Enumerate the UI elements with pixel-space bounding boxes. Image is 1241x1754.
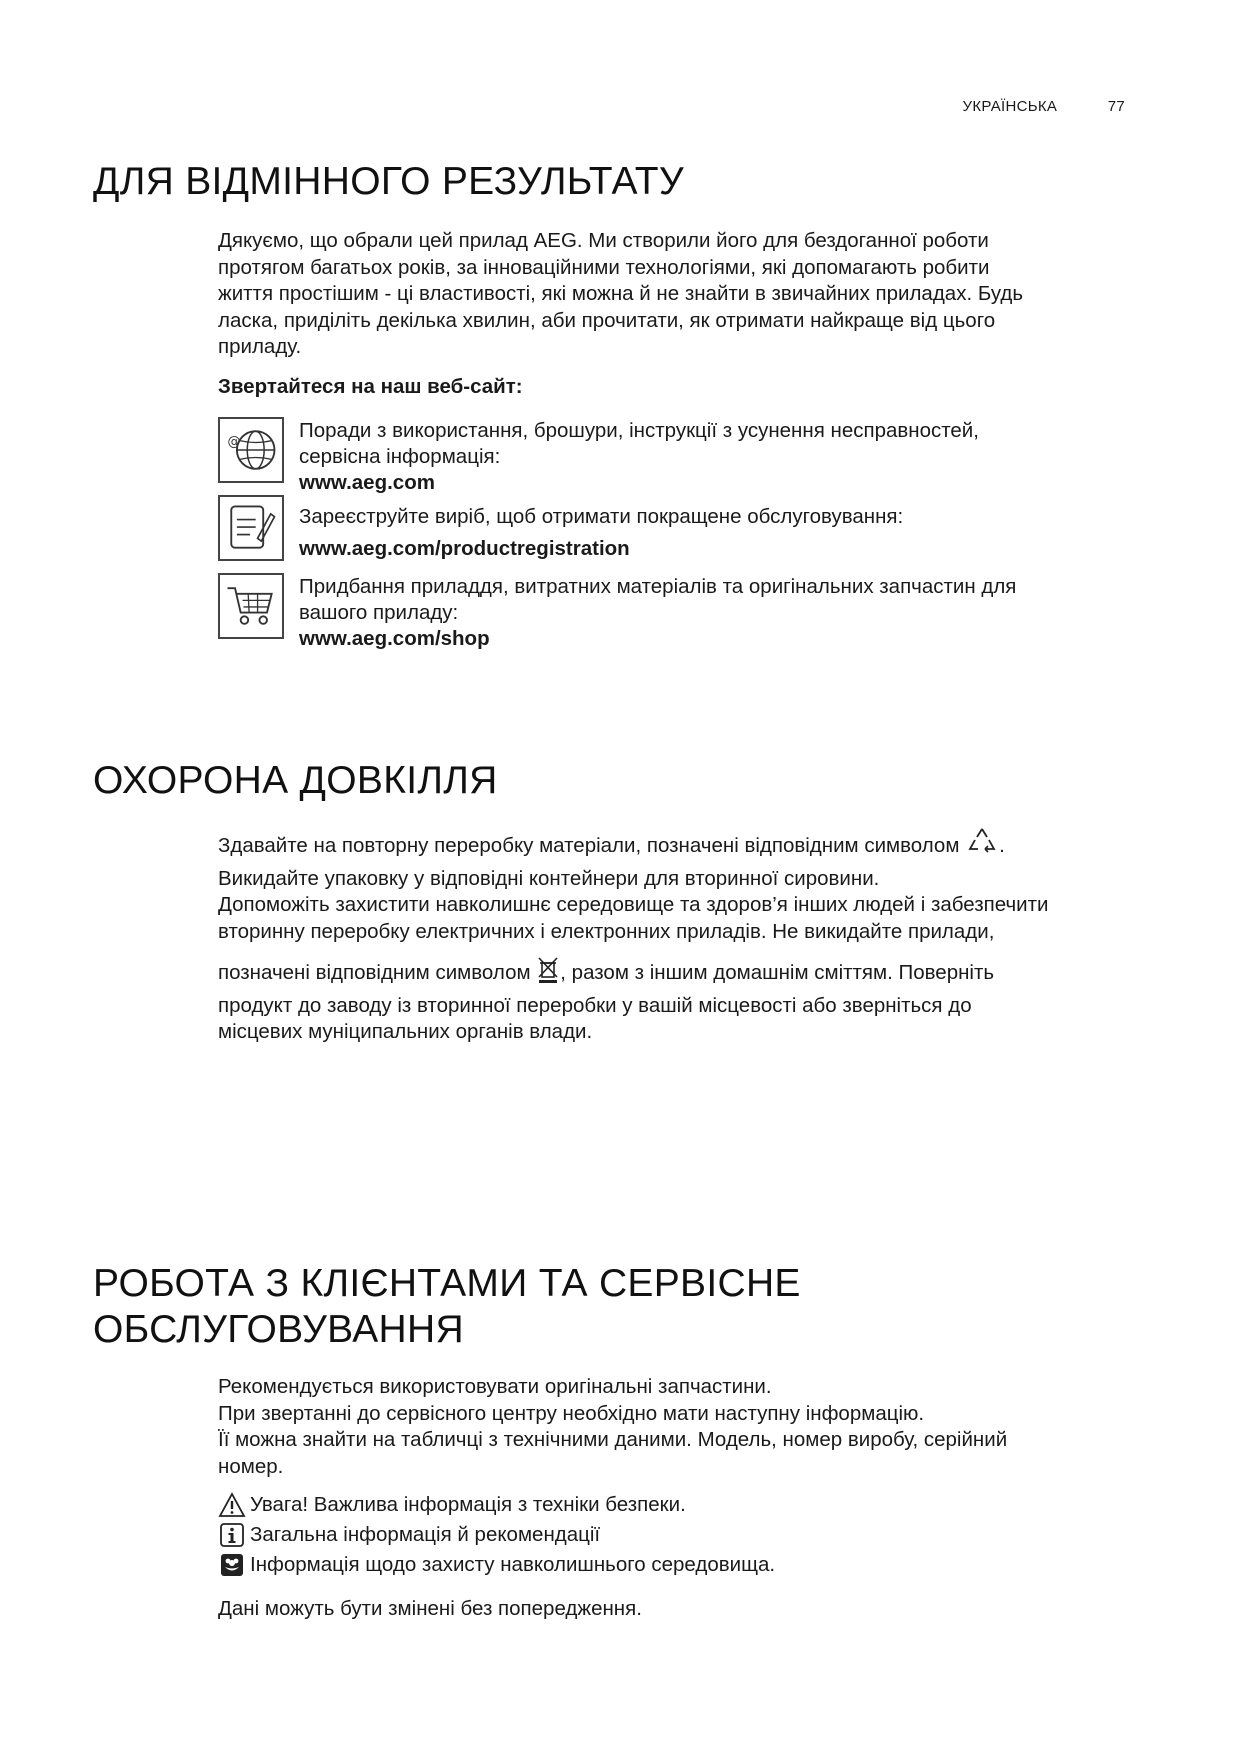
intro-line: Дякуємо, що обрали цей прилад AEG. Ми створили його для бездоганної роботи xyxy=(218,229,989,252)
legend-info xyxy=(218,1522,600,1548)
intro-line: протягом багатьох років, за інноваційними технологіями, які допомагають робити xyxy=(218,255,990,279)
environment-line: Здавайте на повторну переробку матеріали, позначені відповідним символом . xyxy=(218,826,1138,866)
environment-line: Допоможіть захистити навколишнє середовище та здоров’я інших людей і забезпечити xyxy=(218,893,1049,916)
legend-text: Інформація щодо захисту навколишнього середовища. xyxy=(250,1553,776,1576)
link-product-registration[interactable]: www.aeg.com/productregistration xyxy=(299,537,630,560)
crossed-bin-icon xyxy=(536,955,560,993)
legend-text: Загальна інформація й рекомендації xyxy=(250,1523,601,1546)
environment-line: Викидайте упаковку у відповідні контейнери для вторинної сировини. xyxy=(218,866,880,890)
legend-environment xyxy=(218,1552,775,1578)
environment-line: продукт до заводу із вторинної переробки у вашій місцевості або зверніться до xyxy=(218,993,972,1017)
info-icon xyxy=(218,1522,246,1548)
section-title-customer-care: РОБОТА З КЛІЄНТАМИ ТА СЕРВІСНЕ ОБСЛУГОВУВАННЯ xyxy=(93,1262,801,1351)
intro-line: життя простішим - ці властивості, які можна й не знайти в звичайних приладах. Будь xyxy=(218,282,1024,305)
page-number: 77 xyxy=(1107,98,1125,115)
website-heading: Звертайтеся на наш веб-сайт: xyxy=(218,375,523,398)
service-line: номер. xyxy=(218,1454,284,1478)
language-label: УКРАЇНСЬКА xyxy=(962,98,1058,115)
web-item-text: Придбання приладдя, витратних матеріалів та оригінальних запчастин для xyxy=(299,575,1017,598)
link-aeg-com[interactable]: www.aeg.com xyxy=(299,471,435,494)
web-item-text: Зареєструйте виріб, щоб отримати покращене обслуговування: xyxy=(299,505,904,528)
shopping-cart-icon xyxy=(218,573,284,639)
service-paragraph xyxy=(218,1374,1138,1480)
registration-form-icon xyxy=(218,495,284,561)
page-header xyxy=(963,98,1125,115)
service-line: При звертанні до сервісного центру необхідно мати наступну інформацію. xyxy=(218,1401,925,1425)
web-item-registration xyxy=(299,504,1159,562)
footer-note: Дані можуть бути змінені без попередження. xyxy=(218,1597,642,1620)
web-item-support xyxy=(299,418,1159,496)
web-item-text: Поради з використання, брошури, інструкції з усунення несправностей, xyxy=(299,419,979,442)
svg-text:@: @ xyxy=(227,434,241,450)
intro-line: ласка, приділіть декілька хвилин, аби прочитати, як отримати найкраще від цього xyxy=(218,308,996,332)
legend-text: Увага! Важлива інформація з техніки безпеки. xyxy=(250,1493,686,1516)
web-item-text: сервісна інформація: xyxy=(299,445,501,468)
web-item-shop xyxy=(299,574,1159,652)
section-title-environment: ОХОРОНА ДОВКІЛЛЯ xyxy=(93,759,498,802)
environment-line: позначені відповідним символом , разом з іншим домашнім сміттям. Поверніть xyxy=(218,955,1138,993)
service-line: Її можна знайти на табличці з технічними даними. Модель, номер виробу, серійний xyxy=(218,1428,1008,1451)
section-title-best-results: ДЛЯ ВІДМІННОГО РЕЗУЛЬТАТУ xyxy=(93,160,684,203)
environment-line: вторинну переробку електричних і електронних приладів. Не викидайте прилади, xyxy=(218,919,995,943)
environment-flower-icon xyxy=(218,1552,246,1578)
warning-triangle-icon xyxy=(218,1492,246,1518)
web-item-text: вашого приладу: xyxy=(299,601,459,624)
intro-line: приладу. xyxy=(218,335,302,358)
environment-paragraph xyxy=(218,826,1138,1046)
recycle-icon xyxy=(965,826,999,866)
globe-at-icon xyxy=(218,417,284,483)
service-line: Рекомендується використовувати оригінальні запчастини. xyxy=(218,1375,772,1398)
intro-paragraph xyxy=(218,228,1138,361)
environment-line: місцевих муніципальних органів влади. xyxy=(218,1020,593,1043)
legend-warning xyxy=(218,1492,686,1518)
link-aeg-shop[interactable]: www.aeg.com/shop xyxy=(299,627,490,650)
